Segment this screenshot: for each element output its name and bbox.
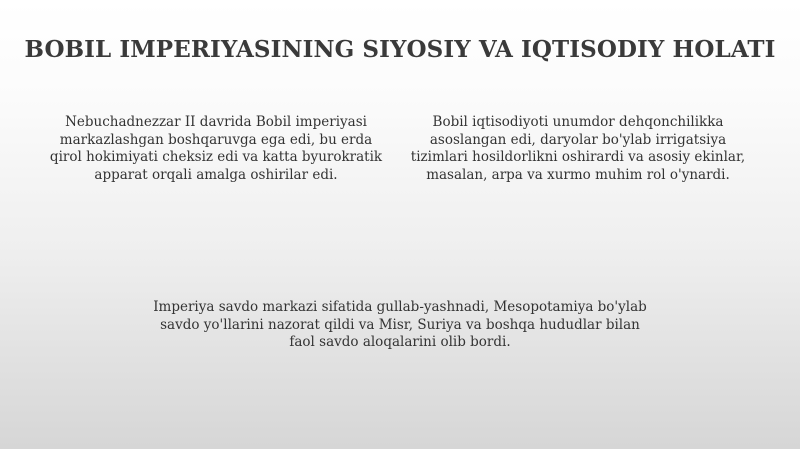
slide-title: BOBIL IMPERIYASINING SIYOSIY VA IQTISODIY HOLATI: [24, 36, 776, 63]
paragraph-political: Nebuchadnezzar II davrida Bobil imperiyasi markazlashgan boshqaruvga ega edi, bu erda qirol hokimiyati cheksiz edi va katta byurokratik apparat orqali amalga oshirilar edi.: [49, 114, 383, 183]
paragraph-trade: Imperiya savdo markazi sifatida gullab-yashnadi, Mesopotamiya bo'ylab savdo yo'llarini nazorat qildi va Misr, Suriya va boshqa hududlar bilan faol savdo aloqalarini olib bordi.: [153, 299, 647, 350]
paragraph-economic: Bobil iqtisodiyoti unumdor dehqonchilikka asoslangan edi, daryolar bo'ylab irrigatsiya tizimlari hosildorlikni oshirardi va asosiy ekinlar, masalan, arpa va xurmo muhim rol o'ynardi.: [410, 114, 746, 183]
